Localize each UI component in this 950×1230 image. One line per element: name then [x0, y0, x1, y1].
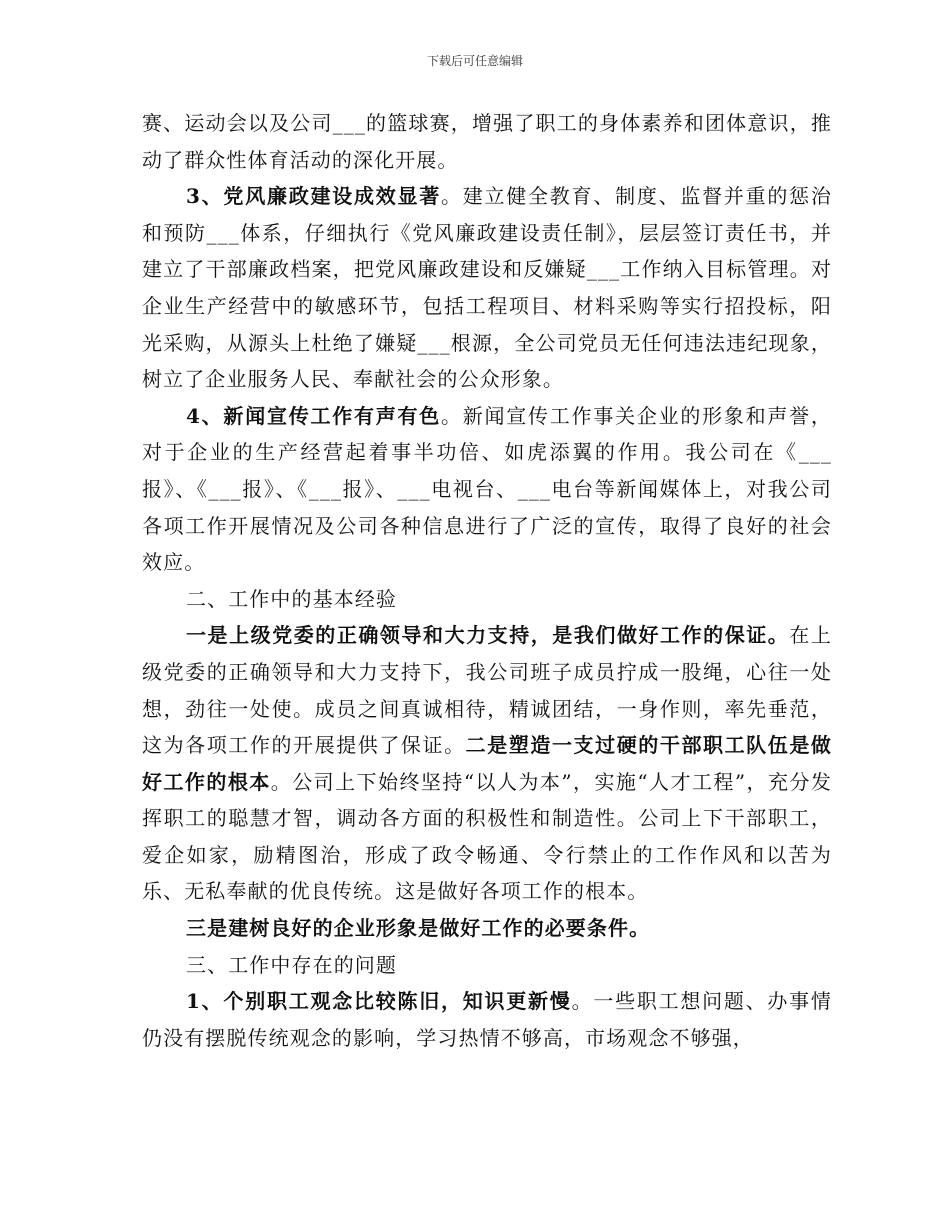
section-heading-problems [142, 947, 832, 984]
paragraph-heading: 4、新闻宣传工作有声有色 [186, 403, 442, 428]
paragraph-sports [142, 105, 832, 178]
section-heading-experience [142, 581, 832, 618]
paragraph-publicity [142, 398, 832, 581]
paragraph-text: 。建立健全教育、制度、监督并重的惩治和预防___体系，仔细执行《党风廉政建设责任制》，层层签订责任书，并建立了干部廉政档案，把党风廉政建设和反嫌疑___工作纳入目标管理。对企业生产经营中的敏感环节，包括工程项目、材料采购等实行招投标，阳光采购，从源头上杜绝了嫌疑___根源，全公司党员无任何违法违纪现象，树立了企业服务人民、奉献社会的公众形象。 [142, 184, 832, 392]
paragraph-text: 在上级党委的正确领导和大力支持下，我公司班子成员拧成一股绳，心往一处想，劲往一处使。成员之间真诚相待，精诚团结，一身作则，率先垂范，这为各项工作的开展提供了保证。 [142, 623, 832, 758]
paragraph-heading: 1、个别职工观念比较陈旧，知识更新慢 [186, 989, 572, 1014]
page-header: 下载后可任意编辑 [426, 54, 523, 68]
paragraph-heading: 3、党风廉政建设成效显著 [186, 184, 442, 209]
paragraph-image [142, 910, 832, 947]
paragraph-concepts [142, 983, 832, 1056]
paragraph-leadership [142, 617, 832, 910]
section-heading-text: 二、工作中的基本经验 [186, 586, 397, 611]
paragraph-heading: 一是上级党委的正确领导和大力支持，是我们做好工作的保证。 [186, 623, 790, 648]
document-body [142, 105, 832, 1056]
paragraph-text: 。新闻宣传工作事关企业的形象和声誉，对于企业的生产经营起着事半功倍、如虎添翼的作用。我公司在《___报》、《___报》、《___报》、___电视台、___电台等新闻媒体上，对我公司各项工作开展情况及公司各种信息进行了广泛的宣传，取得了良好的社会效应。 [142, 403, 832, 575]
paragraph-subheading: 二是塑造一支过硬的干部职工队伍是做好工作的根本 [142, 733, 833, 794]
paragraph-text: 。一些职工想问题、办事情仍没有摆脱传统观念的影响，学习热情不够高，市场观念不够强， [142, 989, 832, 1050]
paragraph-integrity [142, 178, 832, 398]
paragraph-text: 。公司上下始终坚持“以人为本”，实施“人才工程”，充分发挥职工的聪慧才智，调动各方面的积极性和制造性。公司上下干部职工，爱企如家，励精图治，形成了政令畅通、令行禁止的工作作风和以苦为乐、无私奉献的优良传统。这是做好各项工作的根本。 [142, 769, 832, 904]
section-heading-text: 三、工作中存在的问题 [186, 952, 397, 977]
paragraph-heading: 三是建树良好的企业形象是做好工作的必要条件。 [186, 916, 651, 941]
paragraph-text: 赛、运动会以及公司___的篮球赛，增强了职工的身体素养和团体意识，推动了群众性体育活动的深化开展。 [142, 111, 832, 172]
